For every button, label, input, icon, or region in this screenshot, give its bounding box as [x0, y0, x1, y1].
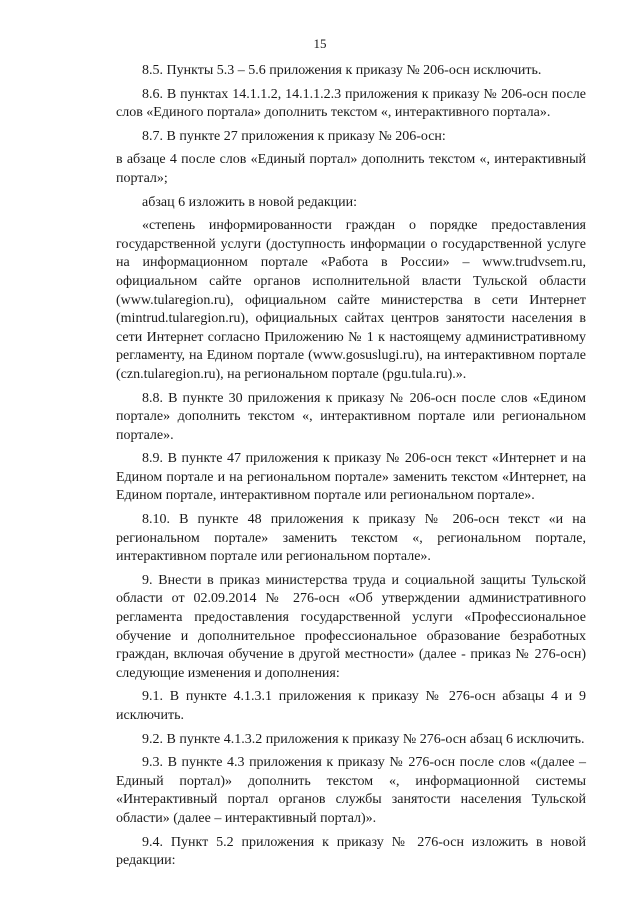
- paragraph-9-2: 9.2. В пункте 4.1.3.2 приложения к приказу № 276-осн абзац 6 исключить.: [142, 731, 585, 747]
- paragraph-8-6: 8.6. В пунктах 14.1.1.2, 14.1.1.2.3 приложения к приказу № 206-осн после слов «Единого портала» дополнить текстом «, интерактивного портала».: [116, 86, 586, 121]
- paragraph-8-10: 8.10. В пункте 48 приложения к приказу № 206-осн текст «и на региональном портале» заменить текстом «, региональном портале, интерактивном портале или региональном портале».: [116, 512, 586, 565]
- paragraph-8-7-abzac-4: в абзаце 4 после слов «Единый портал» дополнить текстом «, интерактивный портал»;: [116, 152, 586, 186]
- paragraph-8-5: 8.5. Пункты 5.3 – 5.6 приложения к приказу № 206-осн исключить.: [142, 63, 542, 78]
- paragraph-9: 9. Внести в приказ министерства труда и социальной защиты Тульской области от 02.09.2014 № 276-осн «Об утверждении административного регламента предоставления государственной услуги «Профессиональное обучение и дополнительное профессиональное образование безработных граждан, включая обучение в другой местности» (далее - приказ № 276-осн) следующие изменения и дополнения:: [116, 572, 586, 681]
- page-number: 15: [313, 36, 327, 51]
- paragraph-9-4: 9.4. Пункт 5.2 приложения к приказу № 276-осн изложить в новой редакции:: [116, 834, 586, 869]
- paragraph-8-8: 8.8. В пункте 30 приложения к приказу № 206-осн после слов «Едином портале» дополнить текстом «, интерактивном портале или региональном портале».: [116, 390, 586, 443]
- paragraph-8-9: 8.9. В пункте 47 приложения к приказу № 206-осн текст «Интернет и на Едином портале и на региональном портале» заменить текстом «Интернет, на Едином портале, интерактивном портале или региональном портале».: [116, 451, 586, 504]
- paragraph-8-7-abzac-6: абзац 6 изложить в новой редакции:: [142, 194, 358, 210]
- document-body: [116, 62, 586, 876]
- paragraph-8-7: 8.7. В пункте 27 приложения к приказу № 206-осн:: [142, 128, 446, 144]
- paragraph-9-1: 9.1. В пункте 4.1.3.1 приложения к приказу № 276-осн абзацы 4 и 9 исключить.: [116, 689, 586, 723]
- paragraph-quoted-text: «степень информированности граждан о порядке предоставления государственной услуги (доступность информации о государственной услуге на информационном портале «Работа в России» – www.trudvsem.ru, официальном сайте органов исполнительной власти Тульской области (www.tularegion.ru), официальном сайте министерства в сети Интернет (mintrud.tularegion.ru), официальных сайтах центров занятости населения в сети Интернет согласно Приложению № 1 к настоящему административному регламенту, на Едином портале (www.gosuslugi.ru), на интерактивном портале (czn.tularegion.ru), на региональном портале (pgu.tula.ru).».: [116, 218, 586, 382]
- paragraph-9-3: 9.3. В пункте 4.3 приложения к приказу № 276-осн после слов «(далее – Единый портал)» дополнить текстом «, информационной системы «Интерактивный портал органов службы занятости населения Тульской области» (далее – интерактивный портал)».: [116, 755, 586, 826]
